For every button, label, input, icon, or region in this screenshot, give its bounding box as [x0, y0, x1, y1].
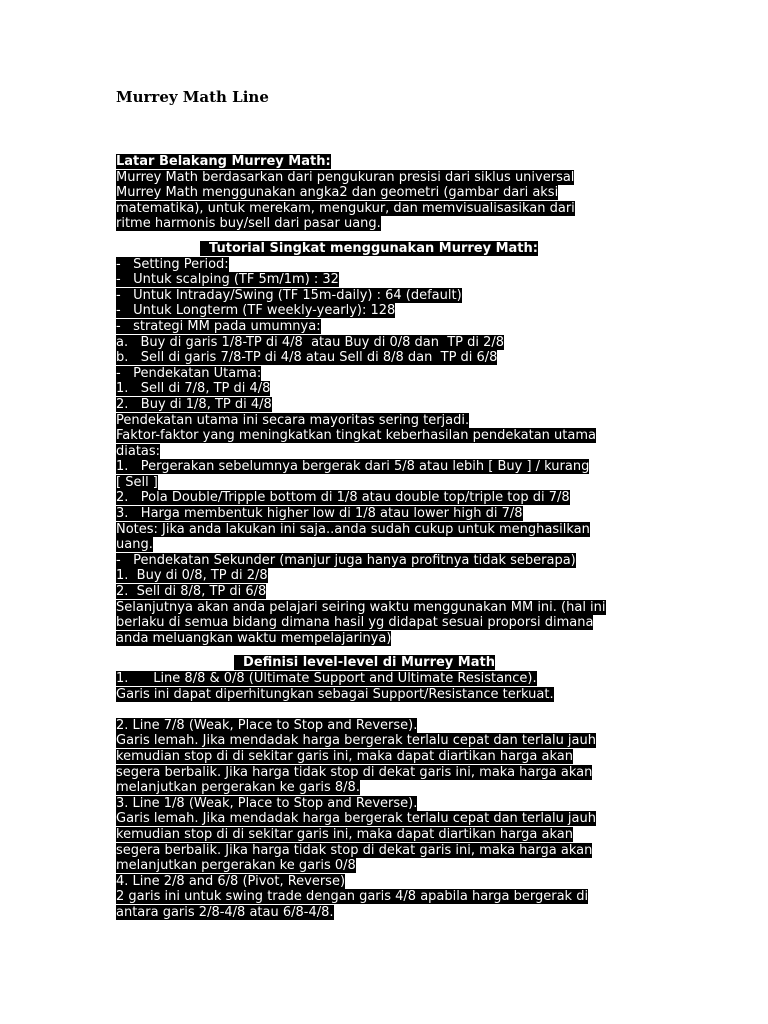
- line-text: - Untuk Longterm (TF weekly-yearly): 128: [116, 303, 396, 319]
- line-text: Pendekatan utama ini secara mayoritas sering terjadi.: [116, 412, 470, 428]
- line-gap: [116, 232, 656, 241]
- line-text: anda meluangkan waktu mempelajarinya): [116, 630, 392, 646]
- line-text: Murrey Math menggunakan angka2 dan geometri (gambar dari aksi: [116, 185, 559, 201]
- line-text: 4. Line 2/8 and 6/8 (Pivot, Reverse): [116, 873, 346, 889]
- line-text: [ Sell ]: [116, 474, 158, 490]
- text-line: [116, 522, 656, 538]
- text-line: [116, 335, 656, 351]
- text-line: [116, 170, 656, 186]
- text-line: [116, 201, 656, 217]
- line-text: 2. Sell di 8/8, TP di 6/8: [116, 584, 267, 600]
- text-line: [116, 288, 656, 304]
- text-line: [116, 780, 656, 796]
- line-text: - Pendekatan Utama:: [116, 365, 262, 381]
- text-line: [116, 413, 656, 429]
- text-line: [116, 459, 656, 475]
- line-text: uang.: [116, 537, 153, 553]
- line-text: matematika), untuk merekam, mengukur, dan memvisualisasikan dari: [116, 200, 575, 216]
- document-body: [116, 154, 656, 921]
- text-line: [116, 185, 656, 201]
- line-text: antara garis 2/8-4/8 atau 6/8-4/8.: [116, 904, 334, 920]
- line-text: Selanjutnya akan anda pelajari seiring waktu menggunakan MM ini. (hal ini: [116, 599, 606, 615]
- section-heading: [116, 655, 656, 671]
- text-line: [116, 687, 656, 703]
- text-line: [116, 765, 656, 781]
- line-text: kemudian stop di di sekitar garis ini, maka dapat diartikan harga akan: [116, 826, 573, 842]
- text-line: [116, 796, 656, 812]
- line-text: 1. Buy di 0/8, TP di 2/8: [116, 568, 268, 584]
- text-line: [116, 303, 656, 319]
- line-text: - strategi MM pada umumnya:: [116, 318, 321, 334]
- line-text: 2 garis ini untuk swing trade dengan garis 4/8 apabila harga bergerak di: [116, 889, 589, 905]
- line-text: - Untuk Intraday/Swing (TF 15m-daily) : 64 (default): [116, 287, 462, 303]
- line-text: 2. Buy di 1/8, TP di 4/8: [116, 396, 272, 412]
- text-line: [116, 600, 656, 616]
- line-gap: [116, 646, 656, 655]
- line-gap: [116, 702, 656, 718]
- text-line: [116, 905, 656, 921]
- section-heading: [116, 154, 656, 170]
- line-text: segera berbalik. Jika harga tidak stop di dekat garis ini, maka harga akan: [116, 842, 593, 858]
- line-text: b. Sell di garis 7/8-TP di 4/8 atau Sell di 8/8 dan TP di 6/8: [116, 350, 498, 366]
- text-line: [116, 506, 656, 522]
- line-text: 3. Harga membentuk higher low di 1/8 atau lower high di 7/8: [116, 506, 523, 522]
- line-text: Garis ini dapat diperhitungkan sebagai Support/Resistance terkuat.: [116, 686, 554, 702]
- document-title: Murrey Math Line: [116, 88, 269, 106]
- line-text: berlaku di semua bidang dimana hasil yg didapat sesuai proporsi dimana: [116, 615, 594, 631]
- line-text: 3. Line 1/8 (Weak, Place to Stop and Reverse).: [116, 795, 418, 811]
- line-text: 2. Line 7/8 (Weak, Place to Stop and Reverse).: [116, 717, 418, 733]
- text-line: [116, 381, 656, 397]
- line-text: Garis lemah. Jika mendadak harga bergerak terlalu cepat dan terlalu jauh: [116, 811, 596, 827]
- text-line: [116, 568, 656, 584]
- text-line: [116, 257, 656, 273]
- text-line: [116, 366, 656, 382]
- text-line: [116, 843, 656, 859]
- line-text: Notes: Jika anda lakukan ini saja..anda sudah cukup untuk menghasilkan: [116, 521, 590, 537]
- line-text: melanjutkan pergerakan ke garis 8/8.: [116, 780, 360, 796]
- text-line: [116, 631, 656, 647]
- text-line: [116, 216, 656, 232]
- section-heading: [116, 241, 656, 257]
- line-text: Tutorial Singkat menggunakan Murrey Math:: [200, 240, 538, 256]
- text-line: [116, 537, 656, 553]
- line-text: 1. Sell di 7/8, TP di 4/8: [116, 381, 271, 397]
- text-line: [116, 749, 656, 765]
- text-line: [116, 444, 656, 460]
- line-text: 1. Pergerakan sebelumnya bergerak dari 5/8 atau lebih [ Buy ] / kurang: [116, 459, 590, 475]
- text-line: [116, 428, 656, 444]
- line-text: Murrey Math berdasarkan dari pengukuran presisi dari siklus universal: [116, 169, 575, 185]
- line-text: segera berbalik. Jika harga tidak stop di dekat garis ini, maka harga akan: [116, 764, 593, 780]
- line-text: - Setting Period:: [116, 256, 229, 272]
- text-line: [116, 319, 656, 335]
- text-line: [116, 827, 656, 843]
- text-line: [116, 811, 656, 827]
- text-line: [116, 858, 656, 874]
- text-line: [116, 889, 656, 905]
- line-text: Definisi level-level di Murrey Math: [234, 655, 495, 671]
- line-text: kemudian stop di di sekitar garis ini, maka dapat diartikan harga akan: [116, 748, 573, 764]
- line-text: 1. Line 8/8 & 0/8 (Ultimate Support and Ultimate Resistance).: [116, 671, 537, 686]
- text-line: [116, 718, 656, 734]
- line-text: diatas:: [116, 443, 161, 459]
- line-text: ritme harmonis buy/sell dari pasar uang.: [116, 216, 381, 232]
- text-line: [116, 553, 656, 569]
- line-text: a. Buy di garis 1/8-TP di 4/8 atau Buy di 0/8 dan TP di 2/8: [116, 334, 505, 350]
- text-line: [116, 397, 656, 413]
- line-text: melanjutkan pergerakan ke garis 0/8: [116, 858, 356, 874]
- text-line: [116, 615, 656, 631]
- text-line: [116, 272, 656, 288]
- line-text: - Pendekatan Sekunder (manjur juga hanya profitnya tidak seberapa): [116, 552, 576, 568]
- text-line: [116, 475, 656, 491]
- line-text: - Untuk scalping (TF 5m/1m) : 32: [116, 272, 339, 288]
- line-text: Faktor-faktor yang meningkatkan tingkat keberhasilan pendekatan utama: [116, 428, 596, 444]
- text-line: [116, 490, 656, 506]
- line-text: 2. Pola Double/Tripple bottom di 1/8 atau double top/triple top di 7/8: [116, 490, 570, 506]
- text-line: [116, 874, 656, 890]
- text-line: [116, 350, 656, 366]
- text-line: [116, 671, 656, 687]
- line-text: Latar Belakang Murrey Math:: [116, 154, 331, 169]
- line-text: Garis lemah. Jika mendadak harga bergerak terlalu cepat dan terlalu jauh: [116, 733, 596, 749]
- text-line: [116, 733, 656, 749]
- text-line: [116, 584, 656, 600]
